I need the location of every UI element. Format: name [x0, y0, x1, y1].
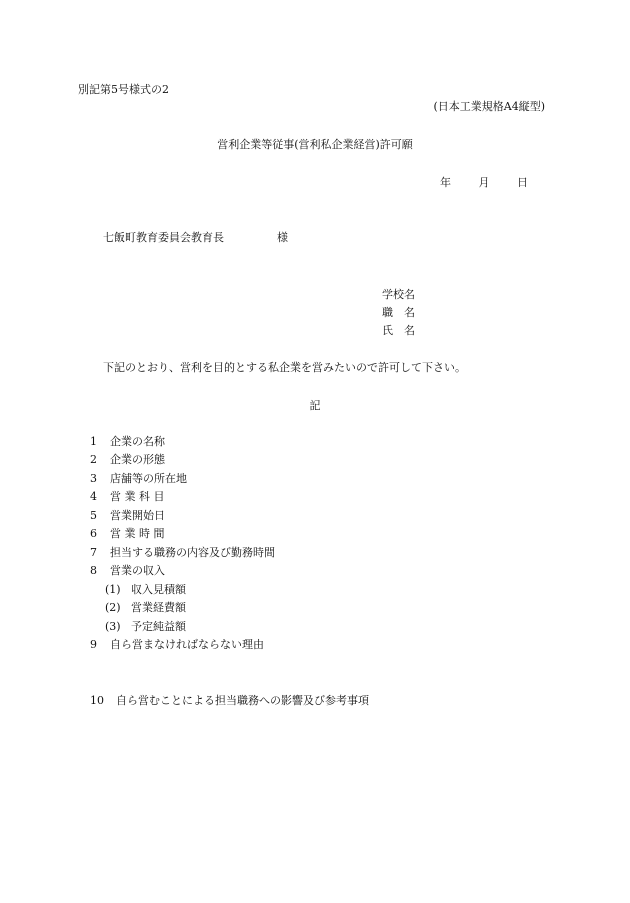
- item-number: 6: [90, 527, 97, 540]
- item-label: 自ら営まなければならない理由: [110, 638, 264, 651]
- item-number: 4: [90, 490, 97, 503]
- item-number: 5: [90, 509, 97, 522]
- subitem-number: (2): [105, 601, 121, 614]
- page-title: 営利企業等従事(営利私企業経営)許可願: [217, 138, 413, 151]
- item-number: 2: [90, 453, 97, 466]
- item-label: 営業開始日: [110, 509, 165, 522]
- subitem-number: (3): [105, 620, 121, 633]
- addressee-name: 七飯町教育委員会教育長: [103, 231, 224, 244]
- item-number: 7: [90, 546, 97, 559]
- date-day: 日: [517, 176, 528, 189]
- subitem-label: 収入見積額: [131, 583, 186, 596]
- date-month: 月: [478, 176, 490, 189]
- name-label: 氏 名: [382, 324, 415, 337]
- list-item: [90, 490, 165, 503]
- sub-list-item: [105, 620, 186, 633]
- list-item: [90, 453, 165, 466]
- item-label: 営業の収入: [110, 564, 165, 577]
- list-item: [90, 694, 369, 707]
- item-label: 営 業 科 目: [110, 490, 165, 503]
- date-line: [440, 176, 528, 189]
- sub-list-item: [105, 583, 186, 596]
- ki-heading: 記: [309, 399, 321, 412]
- position-label: 職 名: [382, 306, 415, 319]
- list-item: [90, 472, 187, 485]
- date-year: 年: [440, 176, 451, 189]
- list-item: [90, 546, 275, 559]
- request-text: 下記のとおり、営利を目的とする私企業を営みたいので許可して下さい。: [103, 361, 466, 374]
- item-label: 企業の形態: [110, 453, 165, 466]
- list-item: [90, 435, 165, 448]
- item-label: 店舗等の所在地: [110, 472, 187, 485]
- item-number: 8: [90, 564, 97, 577]
- addressee-honorific: 様: [277, 231, 288, 244]
- subitem-label: 営業経費額: [131, 601, 186, 614]
- item-label: 営 業 時 間: [110, 527, 165, 540]
- subitem-label: 予定純益額: [131, 620, 186, 633]
- item-number: 9: [90, 638, 97, 651]
- sub-list-item: [105, 601, 186, 614]
- item-number: 3: [90, 472, 97, 485]
- item-label: 担当する職務の内容及び勤務時間: [110, 546, 275, 559]
- item-label: 自ら営むことによる担当職務への影響及び参考事項: [116, 694, 369, 707]
- paper-size-note: (日本工業規格A4縦型): [433, 100, 545, 113]
- item-number: 1: [90, 435, 97, 448]
- form-id: 別記第5号様式の2: [78, 83, 169, 96]
- list-item: [90, 638, 264, 651]
- school-label: 学校名: [382, 288, 415, 301]
- list-item: [90, 527, 165, 540]
- list-item: [90, 509, 165, 522]
- subitem-number: (1): [105, 583, 121, 596]
- item-label: 企業の名称: [110, 435, 165, 448]
- list-item: [90, 564, 165, 577]
- item-number: 10: [90, 694, 104, 707]
